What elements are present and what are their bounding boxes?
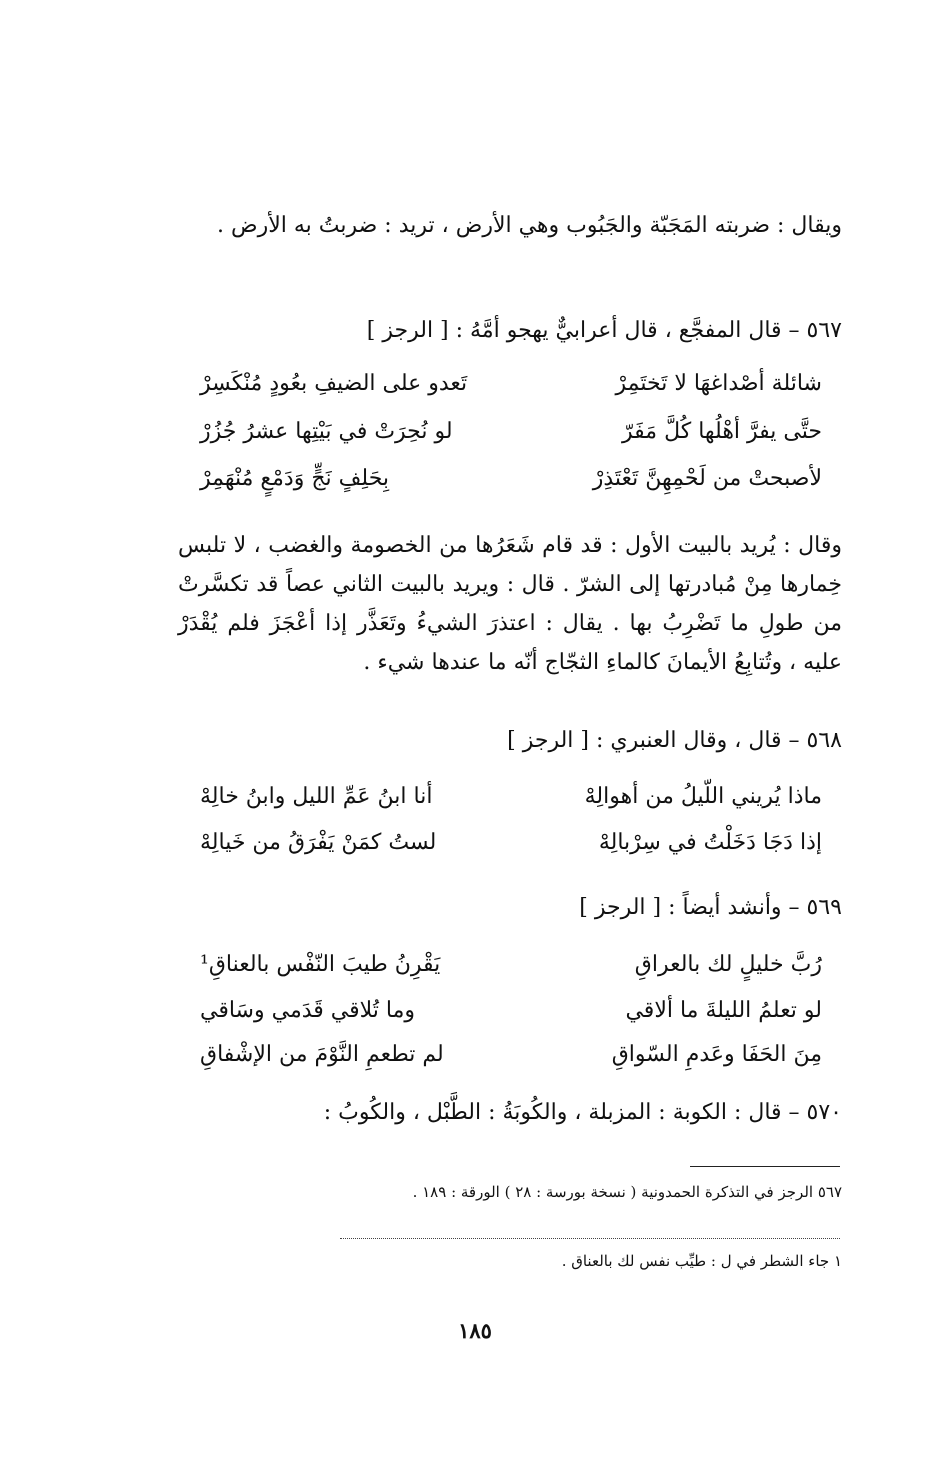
verse-second-hemistich: لستُ كمَنْ يَفْرَقُ من خَيالِهْ	[200, 830, 437, 855]
verse-second-hemistich: لم تطعمِ النَّوْمَ من الإشْفاقِ	[200, 1042, 444, 1067]
verse-second-hemistich: وما تُلاقي قَدَمي وسَاقي	[200, 998, 415, 1023]
verse-first-hemistich: حتَّى يفرَّ أهْلُها كُلَّ مَفَرّ	[622, 419, 822, 444]
verse-line	[200, 1038, 822, 1072]
entry-570-heading: ٥٧٠ – قال : الكوبة : المزبلة ، والكُوبَةُ : الطَّبْل ، والكُوبُ :	[323, 1100, 842, 1125]
verse-second-hemistich: تَعدو على الضيفِ بعُودٍ مُنْكَسِرْ	[200, 371, 468, 396]
entry-568-heading: ٥٦٨ – قال ، وقال العنبري : [ الرجز ]	[507, 728, 842, 753]
entry-567-commentary: وقال : يُريد بالبيت الأول : قد قام شَعَرُها من الخصومة والغضب ، لا تلبس خِمارها مِنْ مُبادرتها إلى الشرّ . قال : ويريد بالبيت الثاني عصاً قد تكسَّرتْ من طولِ ما تَضْرِبُ بها . يقال : اعتذرَ الشيءُ وتَعَذَّر إذا أعْجَزَ فلم يُقْدَرْ عليه ، وتُتابِعُ الأيمانَ كالماءِ الثجّاج أنّه ما عندها شيء .	[178, 533, 842, 675]
intro-paragraph: ويقال : ضربته المَجَبّة والجَبُوب وهي الأرض ، تريد : ضربتُ به الأرض .	[216, 213, 842, 238]
verse-line	[200, 367, 822, 401]
footnote-1: ١ جاء الشطر في ل : طيِّب نفس لك بالعناق .	[561, 1252, 842, 1270]
verse-line	[200, 826, 822, 860]
verse-first-hemistich: شائلة أصْداغهَا لا تَختَمِرْ	[615, 371, 822, 396]
verse-line	[200, 462, 822, 496]
verse-line	[200, 994, 822, 1028]
entry-569-heading: ٥٦٩ – وأنشد أيضاً : [ الرجز ]	[579, 895, 842, 920]
dotted-separator	[340, 1238, 840, 1239]
entry-567-heading: ٥٦٧ – قال المفجَّع ، قال أعرابيٌّ يهجو أمَّهُ : [ الرجز ]	[366, 318, 842, 343]
verse-first-hemistich: رُبَّ خليلٍ لك بالعراقِ	[634, 952, 822, 977]
verse-second-hemistich: أنا ابنُ عَمِّ الليل وابنُ خالِهْ	[200, 784, 433, 809]
verse-line	[200, 415, 822, 449]
verse-line	[200, 948, 822, 982]
source-footnote: ٥٦٧ الرجز في التذكرة الحمدونية ( نسخة بورسة : ٢٨ ) الورقة : ١٨٩ .	[412, 1183, 842, 1201]
verse-first-hemistich: إذا دَجَا دَخَلْتُ في سِرْبالِهْ	[598, 830, 822, 855]
footnote-separator	[690, 1166, 840, 1167]
verse-first-hemistich: لأصبحتْ من لَحْمِهِنَّ تَعْتَذِرْ	[592, 466, 822, 491]
page-number: ١٨٥	[458, 1318, 492, 1343]
verse-second-hemistich: بِحَلِفٍ نَجٍّ وَدَمْعٍ مُنْهَمِرْ	[200, 466, 390, 491]
verse-first-hemistich: لو تعلمُ الليلةَ ما ألاقي	[625, 998, 822, 1023]
verse-line	[200, 780, 822, 814]
verse-second-hemistich: لو نُحِرَتْ في بَيْتِها عشرُ جُزُرْ	[200, 419, 453, 444]
verse-first-hemistich: ماذا يُريني اللّيلُ من أهوالِهْ	[584, 784, 822, 809]
verse-second-hemistich: يَقْرِنُ طيبَ النّفْس بالعناقِ¹	[200, 952, 441, 977]
verse-first-hemistich: مِنَ الحَفَا وعَدمِ السّواقِ	[611, 1042, 822, 1067]
